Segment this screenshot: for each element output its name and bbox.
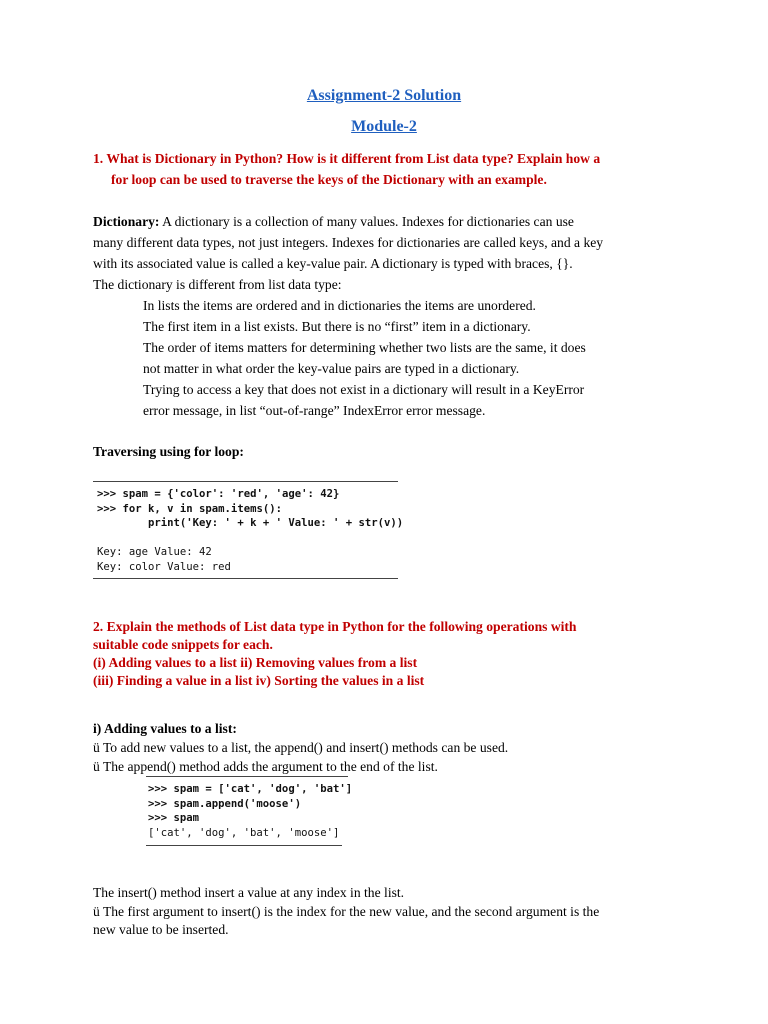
question-2-line-2: suitable code snippets for each.: [93, 637, 273, 652]
insert-line-2: ü The first argument to insert() is the index for the new value, and the second argument is the: [93, 904, 600, 919]
module-title: Module-2: [351, 118, 417, 135]
insert-line-3: new value to be inserted.: [93, 922, 229, 937]
code-output-line: ['cat', 'dog', 'bat', 'moose']: [148, 826, 340, 839]
append-code-bottom-rule: [146, 845, 342, 846]
dictionary-line-2: many different data types, not just integers. Indexes for dictionaries are called keys, and a key: [93, 235, 604, 250]
code-line: >>> spam = ['cat', 'dog', 'bat']: [148, 783, 353, 795]
code-line: >>> spam: [148, 812, 200, 824]
adding-values-line-2: ü The append() method adds the argument to the end of the list.: [93, 759, 438, 774]
code-line: >>> spam = {'color': 'red', 'age': 42}: [97, 488, 340, 500]
append-code-block: [148, 782, 352, 840]
adding-values-heading: i) Adding values to a list:: [93, 721, 237, 736]
code-line: print('Key: ' + k + ' Value: ' + str(v)): [97, 517, 404, 529]
question-2-line-3: (i) Adding values to a list ii) Removing values from a list: [93, 655, 418, 670]
dictionary-line-1: [93, 211, 574, 232]
code-line: >>> for k, v in spam.items():: [97, 502, 282, 515]
code-output-line: Key: color Value: red: [97, 560, 231, 573]
append-code-top-rule: [146, 776, 348, 777]
question-2-line-1: 2. Explain the methods of List data type in Python for the following operations with: [93, 619, 577, 634]
difference-point-3-cont: not matter in what order the key-value pairs are typed in a dictionary.: [143, 361, 520, 376]
dictionary-line-3: with its associated value is called a key-value pair. A dictionary is typed with braces, {}.: [93, 256, 573, 271]
dictionary-term: Dictionary:: [93, 214, 160, 229]
dictionary-definition: A dictionary is a collection of many values. Indexes for dictionaries can use: [159, 214, 574, 229]
code-line: [97, 531, 403, 546]
document-title: Assignment-2 Solution: [306, 87, 462, 104]
difference-point-1: In lists the items are ordered and in dictionaries the items are unordered.: [143, 298, 536, 313]
dictionary-line-4: The dictionary is different from list data type:: [93, 277, 342, 292]
adding-values-line-1: ü To add new values to a list, the append() and insert() methods can be used.: [93, 740, 509, 755]
difference-point-2: The first item in a list exists. But there is no “first” item in a dictionary.: [143, 319, 531, 334]
code-output-line: Key: age Value: 42: [97, 546, 212, 558]
insert-line-1: The insert() method insert a value at any index in the list.: [93, 885, 405, 900]
difference-point-4: Trying to access a key that does not exist in a dictionary will result in a KeyError: [143, 382, 585, 397]
code-line: >>> spam.append('moose'): [148, 797, 302, 810]
traversing-heading: Traversing using for loop:: [93, 444, 244, 459]
code-block-bottom-rule: [93, 578, 398, 579]
difference-point-4-cont: error message, in list “out-of-range” IndexError error message.: [143, 403, 486, 418]
question-1-line-2: for loop can be used to traverse the keys of the Dictionary with an example.: [111, 172, 547, 187]
traverse-code-block: [97, 487, 403, 574]
code-block-top-rule: [93, 481, 398, 482]
question-1-line-1: 1. What is Dictionary in Python? How is it different from List data type? Explain how a: [93, 151, 601, 166]
question-2-line-4: (iii) Finding a value in a list iv) Sorting the values in a list: [93, 673, 425, 688]
difference-point-3: The order of items matters for determining whether two lists are the same, it does: [143, 340, 586, 355]
